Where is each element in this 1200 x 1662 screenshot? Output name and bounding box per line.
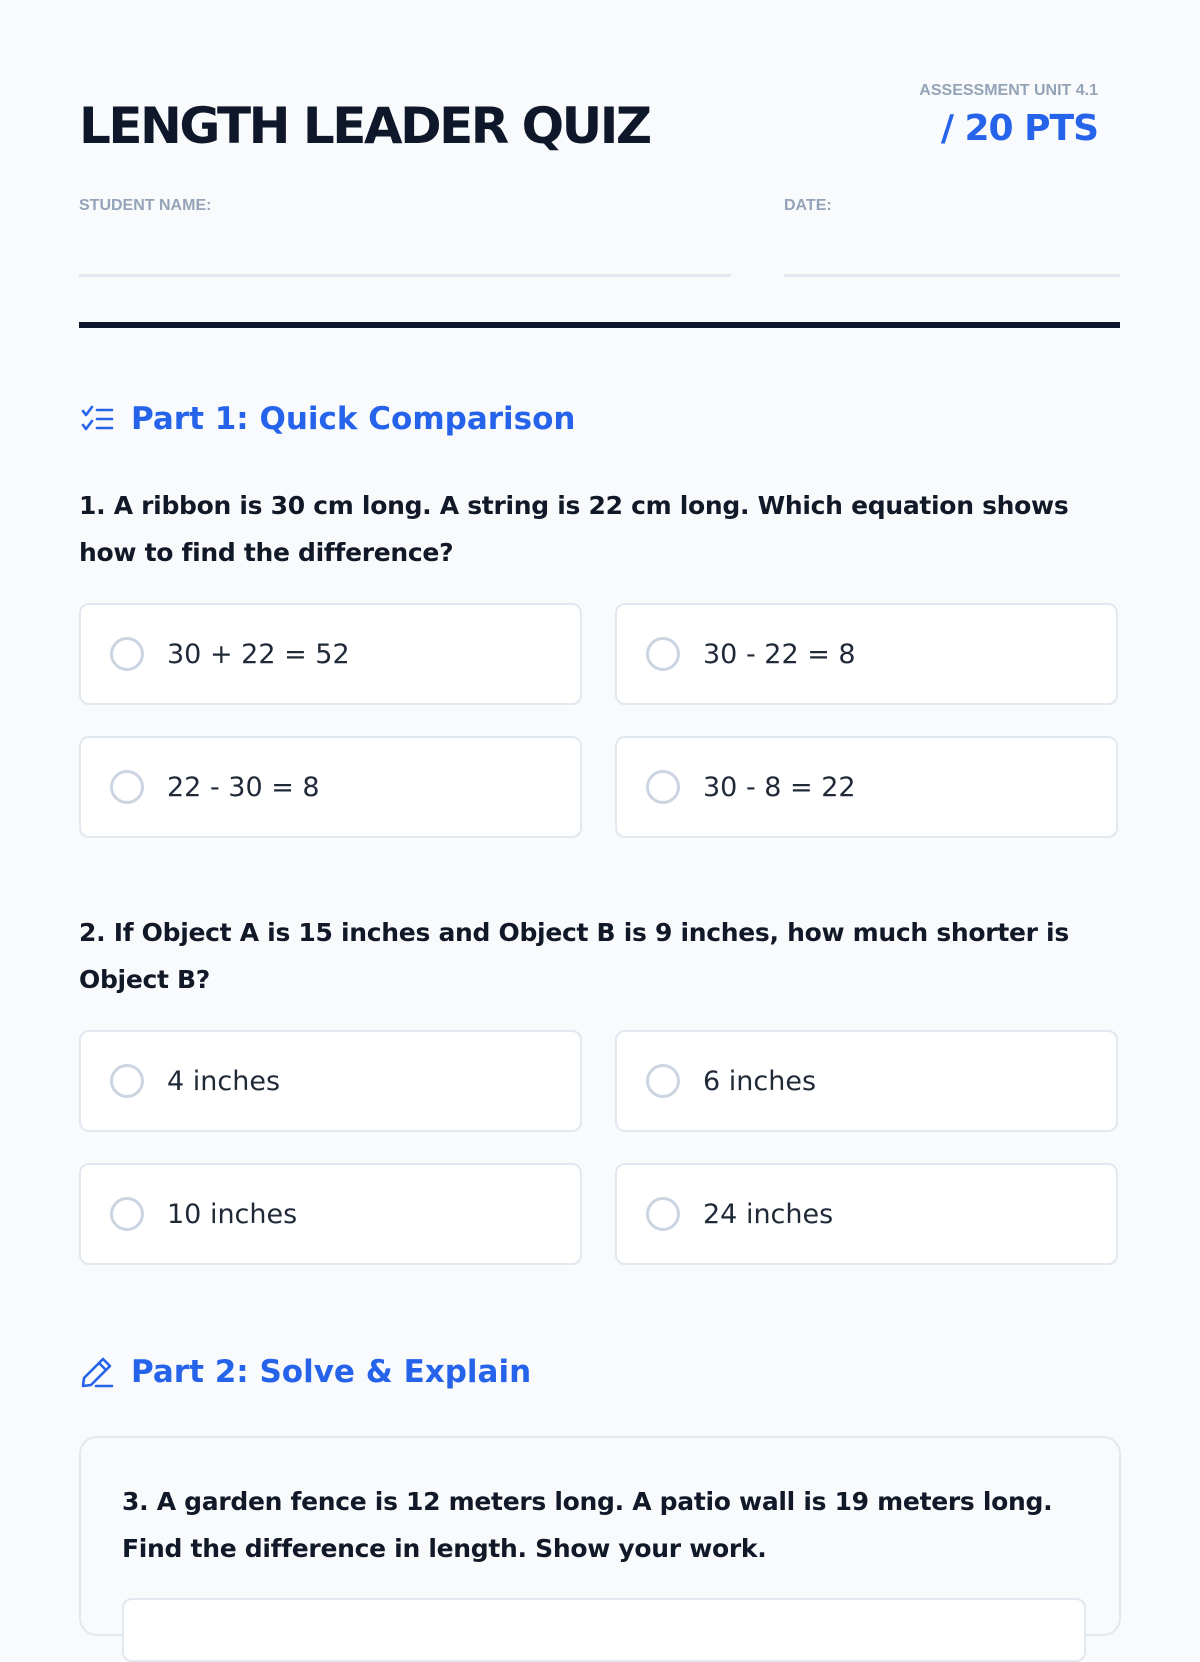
work-answer-area[interactable] (122, 1598, 1086, 1662)
quiz-title: LENGTH LEADER QUIZ (79, 97, 650, 155)
q1-option-c[interactable] (79, 736, 582, 838)
header-divider (79, 322, 1120, 328)
q2-option-a[interactable] (79, 1030, 582, 1132)
radio-button[interactable] (110, 1197, 144, 1231)
question-3-text: 3. A garden fence is 12 meters long. A patio wall is 19 meters long. Find the difference in length. Show your work. (122, 1487, 1053, 1563)
radio-button[interactable] (646, 770, 680, 804)
q1-option-d[interactable] (615, 736, 1118, 838)
question-2-text: 2. If Object A is 15 inches and Object B is 9 inches, how much shorter is Object B? (79, 918, 1069, 994)
part2-title: Part 2: Solve & Explain (131, 1354, 532, 1390)
question-1-text: 1. A ribbon is 30 cm long. A string is 22 cm long. Which equation shows how to find the difference? (79, 491, 1069, 567)
part1-heading (79, 401, 576, 437)
date-field[interactable] (784, 274, 1120, 277)
total-points: / 20 PTS (940, 108, 1098, 149)
radio-button[interactable] (646, 637, 680, 671)
part1-title: Part 1: Quick Comparison (131, 401, 576, 437)
question-3-card (79, 1436, 1121, 1636)
option-label: 30 - 22 = 8 (703, 638, 856, 670)
radio-button[interactable] (646, 1197, 680, 1231)
radio-button[interactable] (646, 1064, 680, 1098)
option-label: 10 inches (167, 1198, 298, 1230)
radio-button[interactable] (110, 1064, 144, 1098)
q1-option-b[interactable] (615, 603, 1118, 705)
radio-button[interactable] (110, 637, 144, 671)
q2-option-b[interactable] (615, 1030, 1118, 1132)
q2-option-d[interactable] (615, 1163, 1118, 1265)
checklist-icon (79, 401, 115, 437)
option-label: 4 inches (167, 1065, 281, 1097)
date-label: DATE: (784, 197, 832, 214)
part2-heading (79, 1354, 531, 1390)
student-name-label: STUDENT NAME: (79, 197, 212, 214)
option-label: 30 - 8 = 22 (703, 771, 856, 803)
q1-option-a[interactable] (79, 603, 582, 705)
option-label: 6 inches (703, 1065, 817, 1097)
q2-option-c[interactable] (79, 1163, 582, 1265)
student-name-field[interactable] (79, 274, 731, 277)
assessment-unit-label: ASSESSMENT UNIT 4.1 (919, 82, 1098, 99)
option-label: 30 + 22 = 52 (167, 638, 350, 670)
option-label: 22 - 30 = 8 (167, 771, 320, 803)
option-label: 24 inches (703, 1198, 834, 1230)
radio-button[interactable] (110, 770, 144, 804)
pencil-icon (79, 1354, 115, 1390)
